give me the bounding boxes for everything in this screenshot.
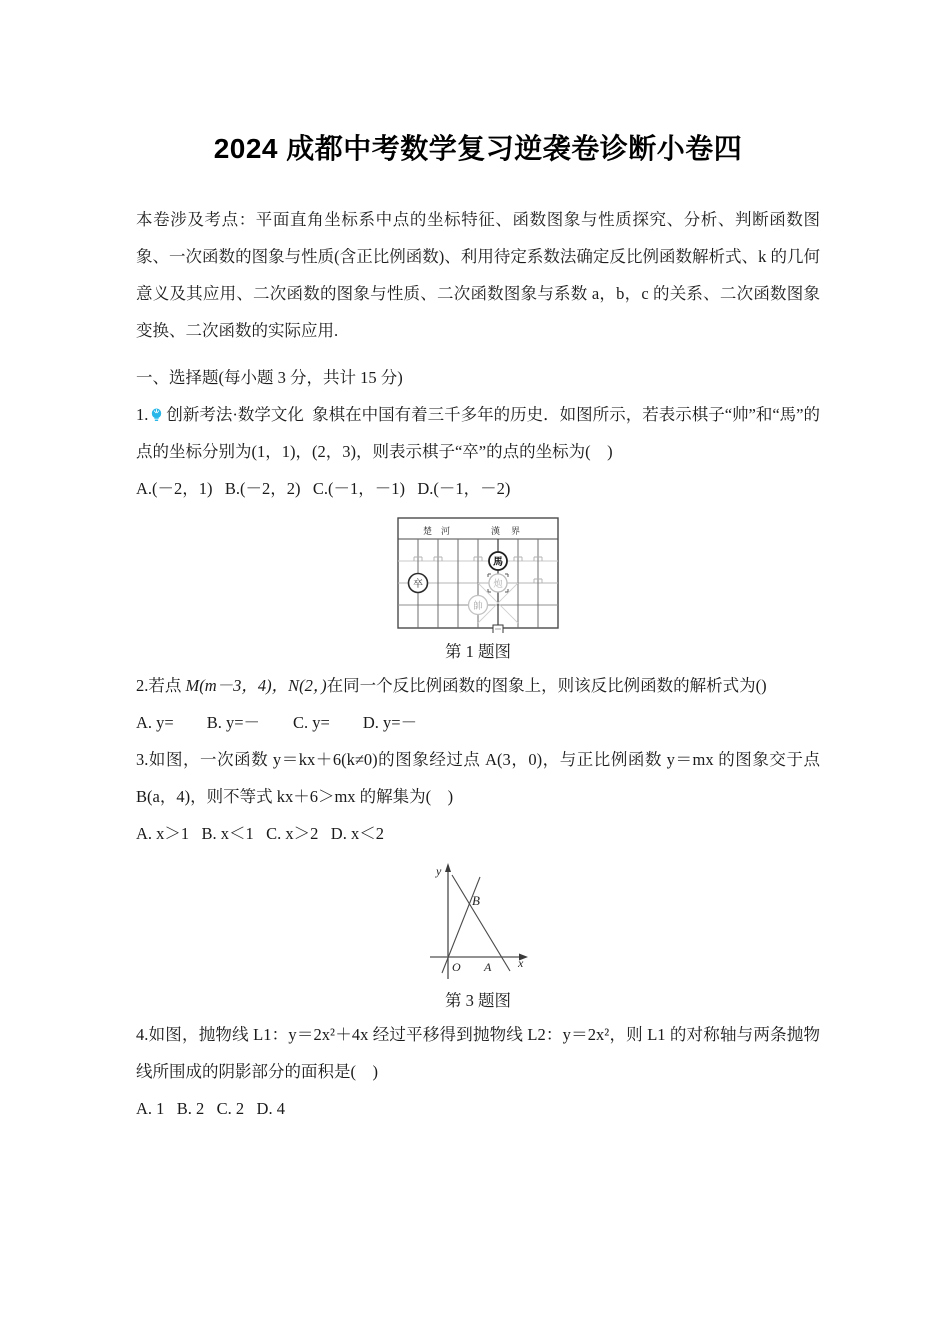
question-2-number: 2. bbox=[136, 676, 149, 695]
svg-text:馬: 馬 bbox=[493, 557, 503, 568]
piece-shuai bbox=[469, 596, 488, 615]
piece-pao bbox=[488, 574, 508, 592]
question-1-options: A.(－2，1) B.(－2，2) C.(－1，－1) D.(－1，－2) bbox=[136, 479, 511, 498]
svg-text:帥: 帥 bbox=[473, 602, 483, 612]
river-label-han: 漢 bbox=[491, 526, 501, 536]
question-4-number: 4. bbox=[136, 1025, 149, 1044]
graph-label-origin: O bbox=[452, 960, 461, 974]
river-label-chu: 楚 bbox=[423, 526, 433, 536]
piece-ma bbox=[489, 552, 507, 570]
graph-label-y: y bbox=[436, 864, 442, 878]
section-heading-multiple-choice: 一、选择题(每小题 3 分，共计 15 分) bbox=[136, 368, 403, 387]
figure-1-chess-board bbox=[136, 507, 820, 637]
graph-label-A: A bbox=[484, 960, 492, 974]
question-1-stem: 象棋在中国有着三千多年的历史．如图所示，若表示棋子“帅”和“馬”的点的坐标分别为(1，1)，(2，3)，则表示棋子“卒”的点的坐标为( bbox=[136, 405, 821, 461]
question-3-stem: 如图，一次函数 y＝kx＋6(k≠0)的图象经过点 A(3，0)，与正比例函数 y＝mx 的图象交于点 B(a，4)，则不等式 kx＋6＞mx 的解集为( bbox=[136, 750, 820, 806]
lightbulb-icon bbox=[149, 399, 164, 415]
question-4-answer-blank: ) bbox=[372, 1062, 378, 1081]
figure-3-graph bbox=[136, 852, 820, 986]
linear-function-graph-svg bbox=[418, 861, 538, 983]
river-label-jie: 界 bbox=[511, 526, 521, 536]
graph-label-x: x bbox=[518, 956, 524, 970]
question-1-number: 1. bbox=[136, 405, 149, 424]
question-4-stem: 如图，抛物线 L1：y＝2x²＋4x 经过平移得到抛物线 L2：y＝2x²，则 L1 的对称轴与两条抛物线所围成的阴影部分的面积是( bbox=[136, 1025, 820, 1081]
page-content bbox=[136, 0, 820, 1127]
figure-3-caption: 第 3 题图 bbox=[445, 991, 511, 1010]
chinese-chess-board-svg bbox=[387, 515, 569, 633]
graph-label-B: B bbox=[472, 893, 480, 908]
svg-text:卒: 卒 bbox=[413, 579, 423, 590]
question-2 bbox=[136, 667, 820, 704]
question-2-options: A. y= B. y=－ C. y= D. y=－ bbox=[136, 713, 418, 732]
question-1 bbox=[136, 396, 820, 470]
figure-1-caption: 第 1 题图 bbox=[445, 642, 511, 661]
question-2-answer-blank: ) bbox=[761, 676, 767, 695]
question-3-number: 3. bbox=[136, 750, 149, 769]
question-3-options: A. x＞1 B. x＜1 C. x＞2 D. x＜2 bbox=[136, 824, 384, 843]
piece-zu bbox=[409, 574, 428, 593]
question-3 bbox=[136, 741, 820, 815]
question-4-options: A. 1 B. 2 C. 2 D. 4 bbox=[136, 1099, 285, 1118]
question-3-answer-blank: ) bbox=[447, 787, 454, 806]
question-4 bbox=[136, 1016, 820, 1090]
exam-scope-paragraph: 本卷涉及考点：平面直角坐标系中点的坐标特征、函数图象与性质探究、分析、判断函数图象、一次函数的图象与性质(含正比例函数)、利用待定系数法确定反比例函数解析式、k 的几何意义及其应用、二次函数的图象与性质、二次函数图象与系数 a，b，c 的关系、二次函数图象变换、二次函数的实际应用. bbox=[136, 210, 820, 340]
question-2-stem-body: 在同一个反比例函数的图象上，则该反比例函数的解析式为( bbox=[326, 676, 762, 695]
page-title: 2024 成都中考数学复习逆袭卷诊断小卷四 bbox=[213, 133, 743, 164]
river-label-he: 河 bbox=[441, 526, 451, 536]
question-1-answer-blank: ) bbox=[607, 442, 613, 461]
svg-text:炮: 炮 bbox=[493, 580, 503, 590]
question-2-math: M(m－3，4)，N(2，) bbox=[185, 676, 327, 695]
question-2-stem-lead: 若点 bbox=[148, 676, 186, 695]
question-1-tag: 创新考法·数学文化 bbox=[166, 405, 304, 424]
